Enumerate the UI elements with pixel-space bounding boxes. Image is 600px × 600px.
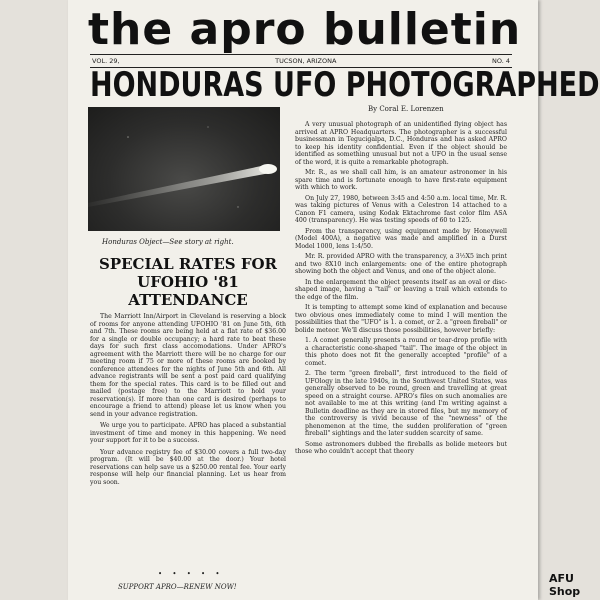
- right-paragraph: From the transparency, using equipment made by Honeywell (Model 400A), a negative was made and amplified in a Durst Model 1000, lens 1:4/50.: [295, 227, 507, 250]
- right-paragraph: In the enlargement the object presents itself as an oval or disc-shaped image, having a "tail" or leaving a trail which extends to the edge of the film.: [295, 278, 507, 301]
- left-paragraph: The Marriott Inn/Airport in Cleveland is reserving a block of rooms for anyone attending UFOHIO '81 on June 5th, 6th and 7th. These rooms are being held at a flat rate of $36.00 for a single or double occupancy; a hard rate to beat these days for such first class accomodations. Under APRO's agreement with the Marriott there will be no charge for our meeting room if 75 or more of these rooms are booked by conference attendees for the nights of June 5th and 6th. All advance registrants will be sent a post paid card qualifying them for the special rates. This card is to be filled out and mailed (postage free) to the Marriott to hold your reservation(s). If more than one card is desired (perhaps to encourage a friend to attend) please let us know when you send in your advance registration.: [90, 313, 286, 418]
- issue-number: NO. 4: [492, 57, 510, 65]
- masthead: the apro bulletin: [88, 4, 522, 55]
- right-paragraph: It is tempting to attempt some kind of explanation and because two obvious ones immediately come to mind I will mention the possibilities that the "UFO" is 1. a comet, or 2. a "green fireball" or bolide meteor. We'll discuss those possibilities, however briefly:: [295, 304, 507, 334]
- left-paragraph: Your advance registry fee of $30.00 covers a full two-day program. (It will be $40.00 at the door.) Your hotel reservations can help save us a $250.00 rental fee. Your early response will help our financial planning. Let us hear from you soon.: [90, 448, 286, 486]
- right-article: [295, 121, 507, 459]
- issue-place: TUCSON, ARIZONA: [275, 57, 337, 65]
- right-paragraph: A very unusual photograph of an unidentified flying object has arrived at APRO Headquarters. The photographer is a successful businessman in Tegucigalpa, D.C., Honduras and has asked APRO to keep his identity confidential. Even if the object should be identified as something unusual but not a UFO in the usual sense of the word, it is quite a remarkable photograph.: [295, 121, 507, 166]
- byline: By Coral E. Lorenzen: [368, 105, 444, 113]
- special-rates-title: SPECIAL RATES FOR UFOHIO '81 ATTENDANCE: [98, 255, 278, 309]
- headline: HONDURAS UFO PHOTOGRAPHED: [90, 66, 600, 105]
- right-paragraph: Mr. R., as we shall call him, is an amateur astronomer in his spare time and is fortunate enough to have first-rate equipment with which to work.: [295, 169, 507, 191]
- left-article: [90, 313, 286, 490]
- right-paragraph: On July 27, 1980, between 3:45 and 4:50 a.m. local time, Mr. R. was taking pictures of Venus with a Celestron 14 attached to a Canon F1 camera, using Kodak Ektachrome fast color film ASA 400 (transparency). He was testing speeds of 60 to 125.: [295, 194, 507, 224]
- issue-volume: VOL. 29,: [92, 57, 120, 65]
- right-paragraph: Mr. R. provided APRO with the transparency, a 3½X5 inch print and two 8X10 inch enlargements: one of the entire photograph showing both the object and Venus, and one of the object alone.: [295, 253, 507, 275]
- photo-caption: Honduras Object—See story at right.: [102, 238, 234, 246]
- right-list-item: 2. The term "green fireball", first introduced to the field of UFOlogy in the late 1940s, in the Southwest United States, was generally observed to be round, green and travelling at great speed on a straight course. APRO's files on such anomalies are not available to me at this writing (and I'm writing against a Bulletin deadline as they are in stored files, but my memory of the controversy is vivid because of the "newness" of the phenomenon at the time, the sudden proliferation of "green fireball" sightings and the later sudden scarcity of same.: [305, 370, 507, 437]
- left-paragraph: We urge you to participate. APRO has placed a substantial investment of time and money in this happening. We need your support for it to be a success.: [90, 422, 286, 444]
- support-line: SUPPORT APRO—RENEW NOW!: [118, 583, 237, 591]
- star-divider: • • • • •: [158, 570, 224, 578]
- right-list-item: 1. A comet generally presents a round or tear-drop profile with a characteristic cone-shaped "tail". The image of the object in this photo does not fit the generally accepted "profile" of a comet.: [305, 337, 507, 367]
- ufo-photo: [88, 107, 280, 231]
- ufo-streak-image: [88, 107, 280, 231]
- shop-watermark: AFU Shop: [549, 572, 581, 598]
- right-paragraph: Some astronomers dubbed the fireballs as bolide meteors but those who couldn't accept that theory: [295, 440, 507, 455]
